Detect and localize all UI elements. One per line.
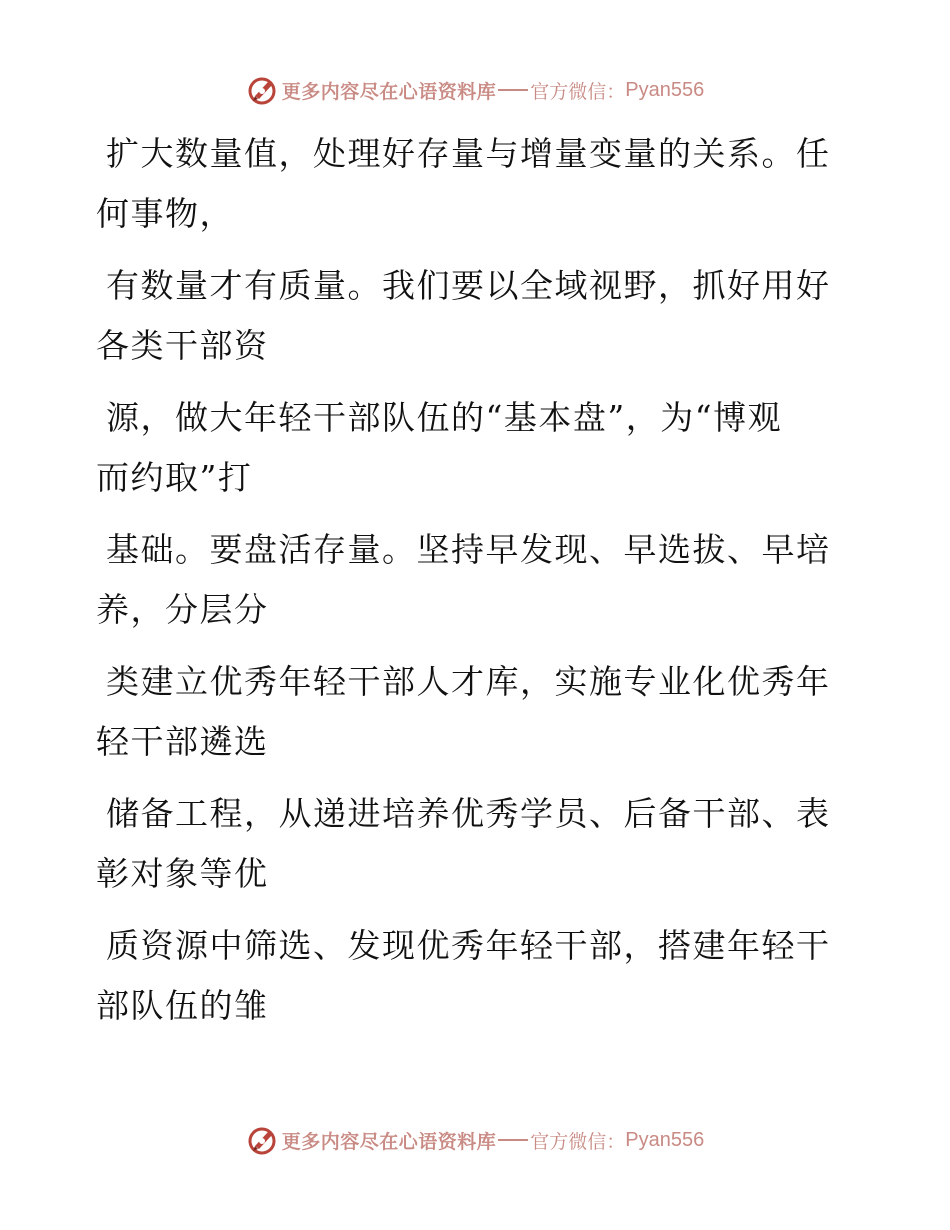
paragraph-line: 轻干部遴选 (96, 722, 269, 761)
paragraph-6 (96, 784, 836, 904)
paragraph-7 (96, 916, 836, 1036)
paragraph-line: 源，做大年轻干部队伍的“基本盘”，为“博观 (106, 398, 783, 437)
watermark-site-text: 更多内容尽在心语资料库 (281, 1130, 497, 1153)
paragraph-line: 部队伍的雏 (96, 986, 269, 1025)
paragraph-line: 储备工程，从递进培养优秀学员、后备干部、表 (106, 794, 831, 833)
pen-logo-icon (246, 1124, 278, 1156)
paragraph-line: 彰对象等优 (96, 854, 269, 893)
watermark-wechat-label: 官方微信： (530, 80, 626, 103)
paragraph-line: 何事物， (96, 194, 234, 233)
watermark-dash (498, 1139, 528, 1141)
watermark-wechat-id: Pyan556 (625, 1128, 705, 1151)
paragraph-line: 有数量才有质量。我们要以全域视野，抓好用好 (106, 266, 831, 305)
footer-watermark (0, 1122, 950, 1158)
paragraph-line: 基础。要盘活存量。坚持早发现、早选拔、早培 (106, 530, 831, 569)
paragraph-line: 各类干部资 (96, 326, 269, 365)
paragraph-line: 扩大数量值，处理好存量与增量变量的关系。任 (106, 134, 831, 173)
paragraph-3 (96, 388, 836, 508)
header-watermark (0, 72, 950, 108)
paragraph-line: 质资源中筛选、发现优秀年轻干部，搭建年轻干 (106, 926, 831, 965)
paragraph-5 (96, 652, 836, 772)
paragraph-2 (96, 256, 836, 376)
watermark-wechat-id: Pyan556 (625, 78, 705, 101)
paragraph-line: 而约取”打 (96, 458, 253, 497)
watermark-wechat-label: 官方微信： (530, 1130, 626, 1153)
paragraph-1 (96, 124, 836, 244)
document-body (96, 124, 836, 1048)
paragraph-4 (96, 520, 836, 640)
watermark-dash (498, 89, 528, 91)
pen-logo-icon (246, 74, 278, 106)
watermark-site-text: 更多内容尽在心语资料库 (281, 80, 497, 103)
paragraph-line: 类建立优秀年轻干部人才库，实施专业化优秀年 (106, 662, 831, 701)
paragraph-line: 养，分层分 (96, 590, 269, 629)
